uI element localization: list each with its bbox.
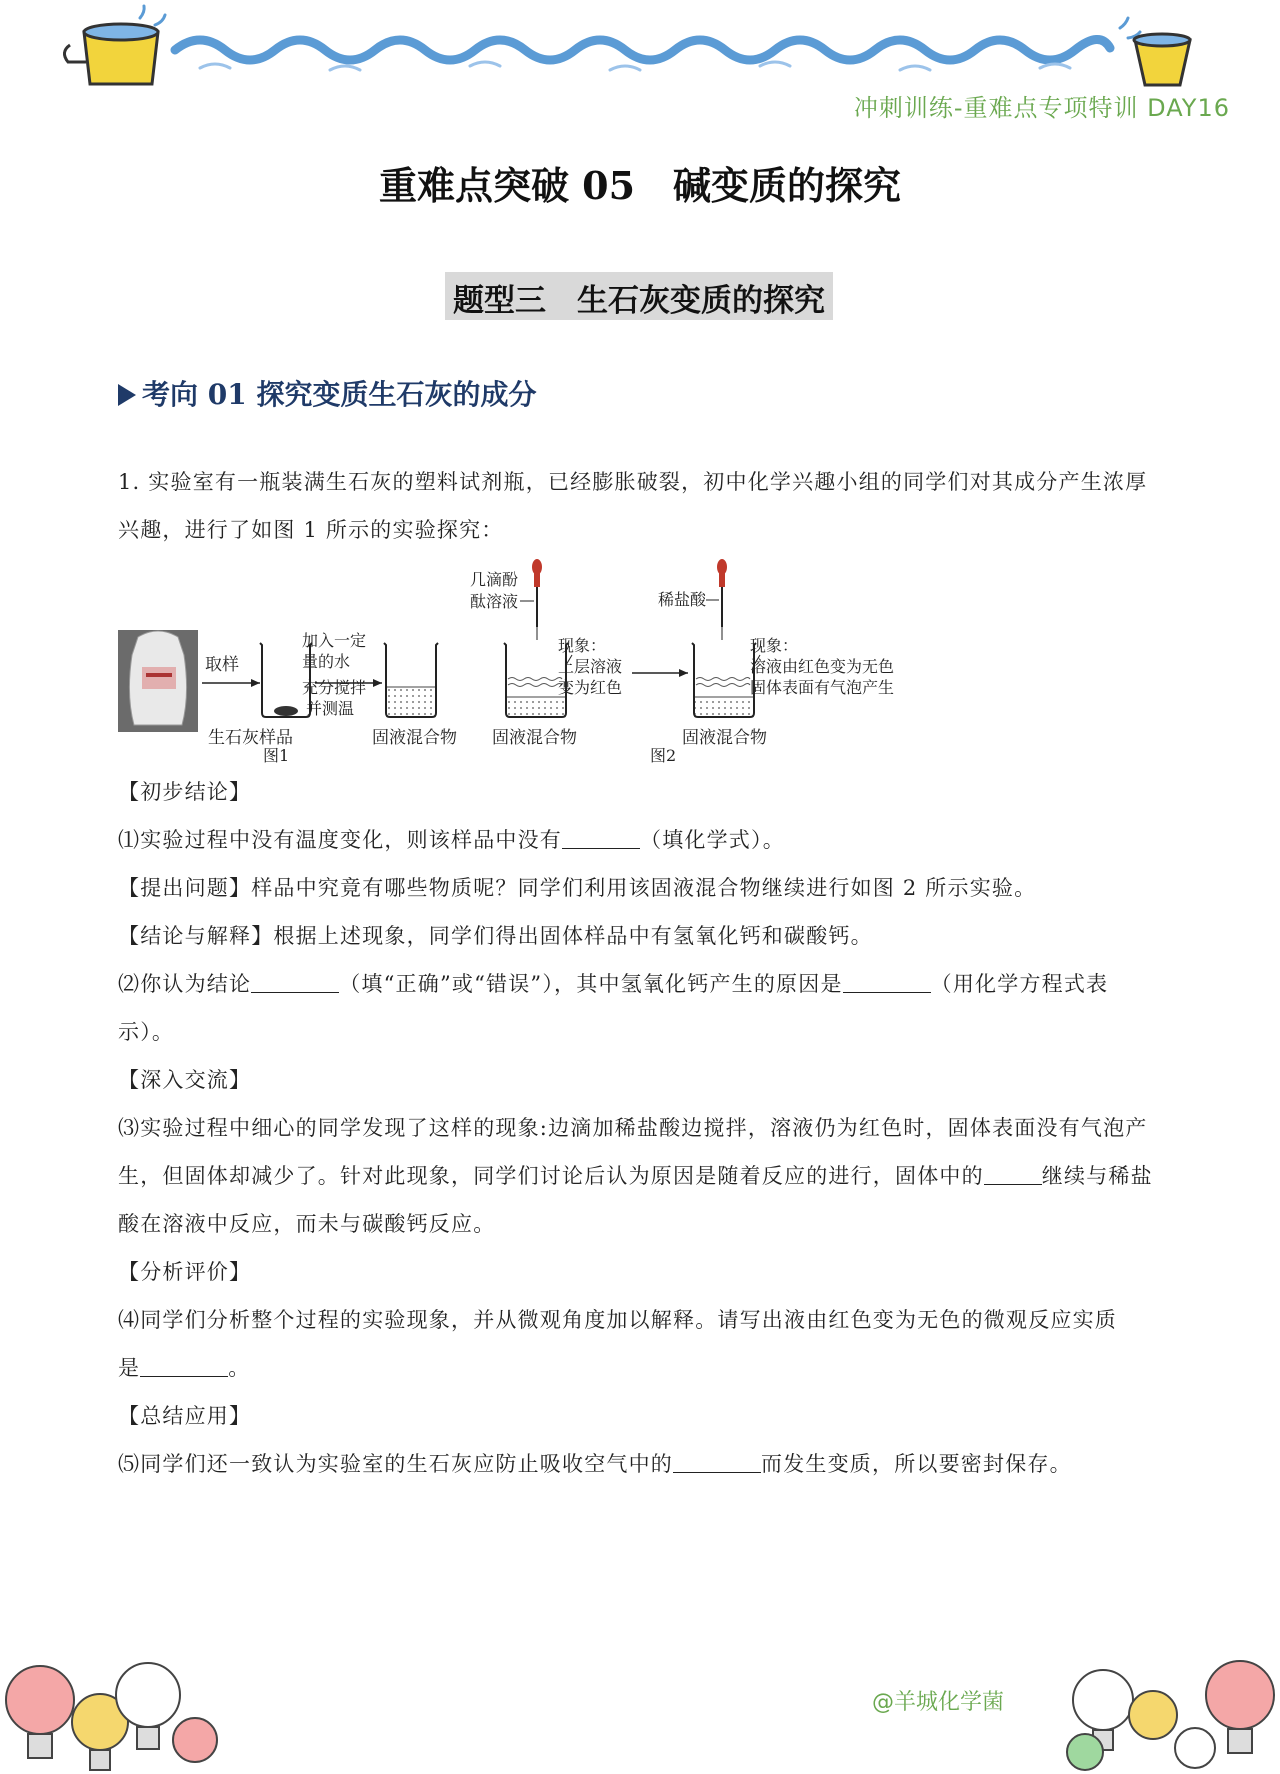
fig1-caption: 图1 [263,746,290,765]
cup-icon-right [1134,34,1190,85]
q5-text-b: 而发生变质，所以要密封保存。 [761,1452,1072,1476]
obs1-line-1: 现象： [558,636,607,655]
question-3-line-2 [118,1160,1168,1190]
obs2-line-3: 固体表面有气泡产生 [750,678,895,697]
lightbulb-icon [1175,1728,1215,1768]
question-2-cont: 示）。 [118,1020,175,1044]
fig2-caption: 图2 [650,746,677,765]
heading-summary: 【总结应用】 [118,1404,252,1428]
q4-text-a: 是 [118,1356,141,1380]
section-heading [118,373,536,413]
q2-text-c: （用化学方程式表 [930,972,1109,996]
step-add-water-line-1: 加入一定 [302,631,367,650]
footer-bulbs-left [0,1640,230,1774]
triangle-bullet-icon [118,384,136,406]
dropper1-label-line-2: 酞溶液 [470,592,519,611]
cup-icon-left [64,24,158,84]
dropper1-label-line-1: 几滴酚 [470,570,519,589]
header-tag: 冲刺训练-重难点专项特训 DAY16 [853,94,1230,122]
lightbulb-icon [1206,1661,1274,1753]
beaker-2 [384,643,438,717]
q1-text-b: （填化学式）。 [640,828,785,852]
dropper-icon-1 [532,559,542,640]
lightbulb-icon [1067,1734,1103,1770]
q1-text-a: ⑴实验过程中没有温度变化，则该样品中没有 [118,828,562,852]
answer-blank-1[interactable] [562,830,640,849]
question-4-line-2 [118,1352,1168,1382]
question-3-line-1: ⑶实验过程中细心的同学发现了这样的现象:边滴加稀盐酸边搅拌，溶液仍为红色时，固体表面没有气泡产 [118,1116,1148,1140]
question-4-line-1: ⑷同学们分析整个过程的实验现象，并从微观角度加以解释。请写出液由红色变为无色的微观反应实质 [118,1308,1117,1332]
answer-blank-4[interactable] [140,1358,228,1377]
obs2-line-2: 溶液由红色变为无色 [750,657,895,676]
q2-text-a: ⑵你认为结论 [118,972,252,996]
reagent-bottle-photo [118,630,198,732]
q2-text-b: （填“正确”或“错误”），其中氢氧化钙产生的原因是 [339,972,843,996]
obs2-line-1: 现象： [750,636,799,655]
question-3-line-3: 酸在溶液中反应，而未与碳酸钙反应。 [118,1212,496,1236]
subtitle: 题型三 生石灰变质的探究 [453,283,825,319]
question-intro-line-2: 兴趣，进行了如图 1 所示的实验探究： [118,518,504,542]
lightbulb-icon [116,1663,180,1749]
conclusion-explanation: 【结论与解释】根据上述现象，同学们得出固体样品中有氢氧化钙和碳酸钙。 [118,924,873,948]
lightbulb-icon [173,1718,217,1762]
step-add-water-line-4: 并测温 [306,699,355,718]
answer-blank-2b[interactable] [843,974,931,993]
answer-blank-5[interactable] [673,1454,761,1473]
heading-preliminary: 【初步结论】 [118,780,252,804]
lightbulb-icon [6,1666,74,1758]
beaker4-label: 固液混合物 [682,728,767,748]
page-title: 重难点突破 05 碱变质的探究 [378,163,902,208]
heading-analysis: 【分析评价】 [118,1260,252,1284]
answer-blank-3[interactable] [984,1166,1042,1185]
question-intro-line-1: 1. 实验室有一瓶装满生石灰的塑料试剂瓶，已经膨胀破裂，初中化学兴趣小组的同学们对其成分产生浓厚 [118,470,1148,494]
footer-bulbs-right [1045,1640,1280,1774]
step-sample-label: 取样 [205,655,239,675]
beaker2-label: 固液混合物 [372,728,457,748]
dropper2-label: 稀盐酸 [658,590,707,609]
beaker1-label: 生石灰样品 [208,728,293,748]
obs1-line-3: 变为红色 [558,678,623,697]
q5-text-a: ⑸同学们还一致认为实验室的生石灰应防止吸收空气中的 [118,1452,673,1476]
experiment-figure [110,555,1030,765]
question-2 [118,968,1168,998]
beaker-4 [692,643,756,717]
step-add-water-line-2: 量的水 [302,652,351,671]
step-add-water-line-3: 充分搅拌 [302,678,367,697]
q3-text-a: 生，但固体却减少了。针对此现象，同学们讨论后认为原因是随着反应的进行，固体中的 [118,1164,984,1188]
wave-line [175,39,1110,60]
question-5 [118,1448,1168,1478]
raise-question: 【提出问题】样品中究竟有哪些物质呢？同学们利用该固液混合物继续进行如图 2 所示实验。 [118,876,1037,900]
section-heading-text: 考向 01 探究变质生石灰的成分 [142,378,537,411]
beaker3-label: 固液混合物 [492,728,577,748]
q3-text-b: 继续与稀盐 [1041,1164,1153,1188]
q4-text-b: 。 [228,1356,251,1380]
question-1 [118,824,1168,854]
heading-deep-discussion: 【深入交流】 [118,1068,252,1092]
lightbulb-icon [1129,1691,1177,1739]
answer-blank-2a[interactable] [251,974,339,993]
obs1-line-2: 上层溶液 [558,657,623,676]
watermark: @羊城化学菌 [872,1690,1005,1715]
